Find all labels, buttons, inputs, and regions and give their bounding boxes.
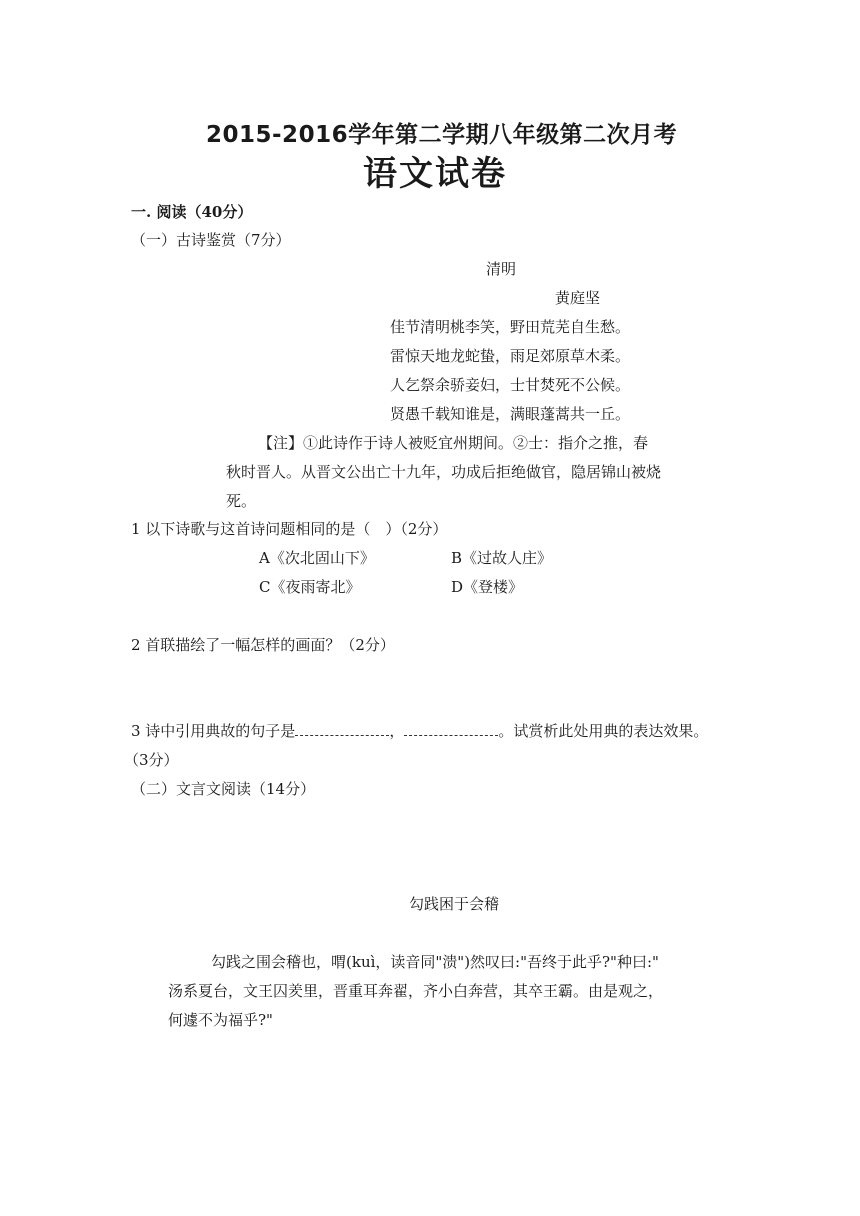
section-heading-reading: 一. 阅读（40分） — [131, 203, 253, 221]
poem-note: 秋时晋人。从晋文公出亡十九年，功成后拒绝做官，隐居锦山被烧 — [226, 463, 662, 481]
poem-line: 人乞祭余骄妾妇，士甘焚死不公候。 — [390, 376, 631, 394]
answer-blank[interactable] — [404, 721, 498, 736]
poem-note: 【注】①此诗作于诗人被贬宜州期间。②士：指介之推，春 — [258, 434, 649, 452]
q3-prefix: 3 诗中引用典故的句子是 — [131, 722, 296, 740]
question-1: 1 以下诗歌与这首诗问题相同的是（ ）（2分） — [131, 520, 448, 538]
exam-title: 2015-2016学年第二学期八年级第二次月考 — [206, 122, 678, 148]
question-3 — [131, 720, 708, 741]
poem-line: 雷惊天地龙蛇蛰，雨足郊原草木柔。 — [390, 347, 631, 365]
exam-subject-title: 语文试卷 — [363, 154, 507, 194]
question-2: 2 首联描绘了一幅怎样的画面？（2分） — [131, 636, 395, 654]
passage-line: 汤系夏台，文王囚羑里，晋重耳奔翟，齐小白奔营，其卒王霸。由是观之， — [168, 982, 664, 1000]
answer-blank[interactable] — [295, 721, 389, 736]
q1-option-c: C《夜雨寄北》 — [259, 578, 361, 596]
q1-option-d: D《登楼》 — [451, 578, 524, 596]
q1-option-b: B《过故人庄》 — [451, 549, 553, 567]
poem-line: 贤愚千载知谁是，满眼蓬蒿共一丘。 — [390, 405, 631, 423]
passage-line: 何遽不为福乎?" — [168, 1011, 273, 1029]
poem-author: 黄庭坚 — [555, 289, 601, 307]
q3-suffix: 。试赏析此处用典的表达效果。 — [498, 722, 709, 740]
poem-line: 佳节清明桃李笑，野田荒芜自生愁。 — [390, 318, 631, 336]
poem-note: 死。 — [226, 492, 257, 510]
passage-line: 勾践之围会稽也，喟(kuì，读音同"溃")然叹曰:"吾终于此乎?"种曰:" — [211, 953, 659, 971]
q1-option-a: A《次北固山下》 — [259, 549, 375, 567]
q3-comma: ， — [389, 722, 405, 740]
part-heading-poetry: （一）古诗鉴赏（7分） — [131, 231, 291, 249]
q3-points: （3分） — [124, 751, 179, 769]
poem-title: 清明 — [486, 260, 517, 278]
part-heading-classical: （二）文言文阅读（14分） — [131, 780, 316, 798]
passage-title: 勾践困于会稽 — [409, 895, 500, 913]
